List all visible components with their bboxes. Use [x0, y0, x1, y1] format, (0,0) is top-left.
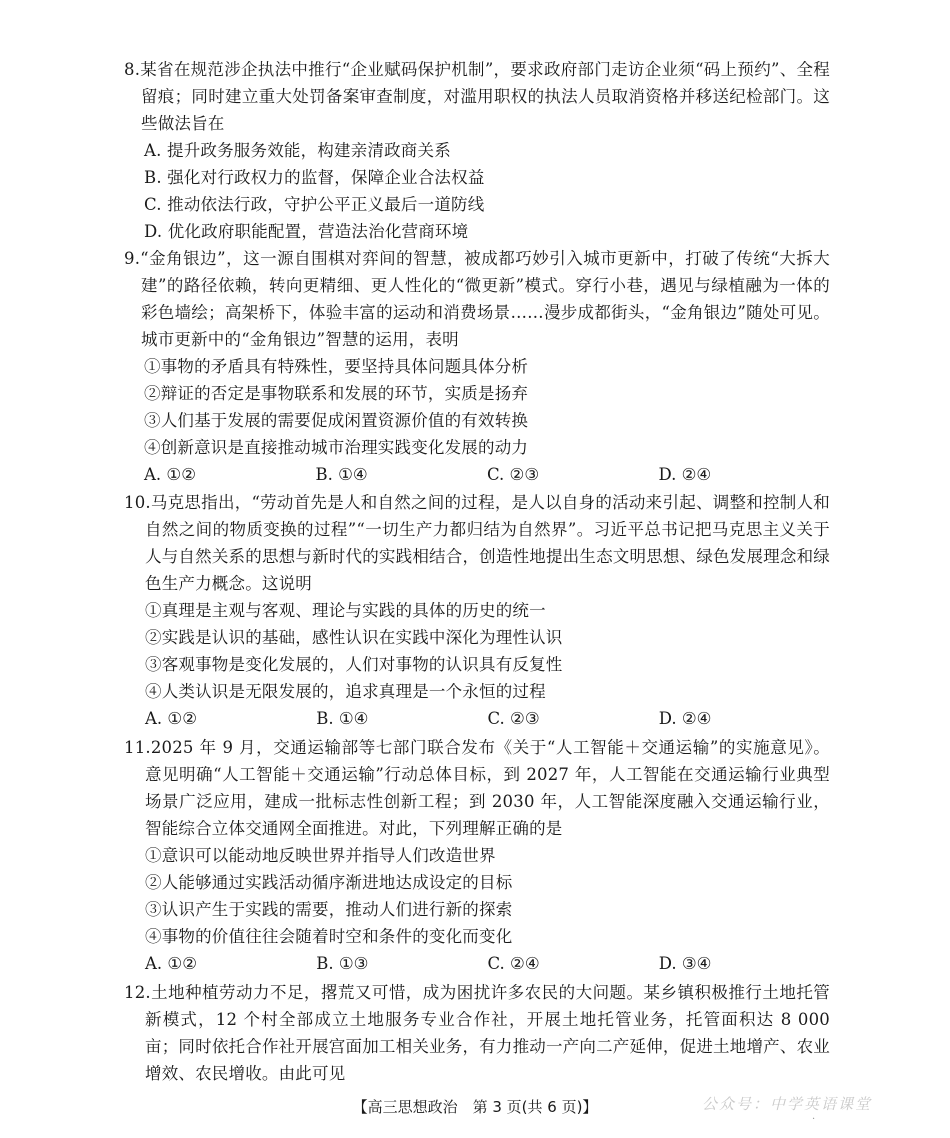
question-10-statement-3: ③客观事物是变化发展的，人们对事物的认识具有反复性	[145, 655, 563, 674]
question-10-choice-b: B. ①④	[316, 709, 369, 728]
question-9-choices	[124, 461, 830, 488]
question-11-choice-d: D. ③④	[658, 954, 712, 973]
watermark: 公众号：中学英语课堂	[702, 1095, 873, 1113]
question-10-statement-4: ④人类认识是无限发展的，追求真理是一个永恒的过程	[145, 682, 546, 701]
question-10-choices	[124, 705, 830, 732]
question-11	[124, 734, 830, 977]
question-8-option-b: B. 强化对行政权力的监督，保障企业合法权益	[144, 168, 485, 187]
page-footer: 【高三思想政治 第 3 页(共 6 页)】	[352, 1098, 598, 1116]
question-9-stem: 9.“金角银边”，这一源自围棋对弈间的智慧，被成都巧妙引入城市更新中，打破了传统“大拆大建”的路径依赖，转向更精细、更人性化的“微更新”模式。穿行小巷，遇见与绿植融为一体的彩色墙绘；高架桥下，体验丰富的运动和消费场景……漫步成都街头，“金角银边”随处可见。城市更新中的“金角银边”智慧的运用，表明	[124, 249, 830, 349]
question-8-option-d: D. 优化政府职能配置，营造法治化营商环境	[144, 222, 469, 241]
question-11-stem: 11.2025 年 9 月，交通运输部等七部门联合发布《关于“人工智能＋交通运输”的实施意见》。意见明确“人工智能＋交通运输”行动总体目标，到 2027 年，人工智能在交通运输行业典型场景广泛应用，建成一批标志性创新工程；到 2030 年，人工智能深度融入交通运输行业，智能综合立体交通网全面推进。对此，下列理解正确的是	[124, 738, 830, 838]
question-8-stem: 8.某省在规范涉企执法中推行“企业赋码保护机制”，要求政府部门走访企业须“码上预约”、全程留痕；同时建立重大处罚备案审查制度，对滥用职权的执法人员取消资格并移送纪检部门。这些做法旨在	[124, 60, 830, 133]
question-10-choice-d: D. ②④	[658, 709, 712, 728]
question-9-statement-2: ②辩证的否定是事物联系和发展的环节，实质是扬弃	[144, 384, 529, 403]
question-10-statement-1: ①真理是主观与客观、理论与实践的具体的历史的统一	[145, 601, 546, 620]
question-11-choice-c: C. ②④	[487, 954, 540, 973]
question-9-statement-1: ①事物的矛盾具有特殊性，要坚持具体问题具体分析	[144, 357, 529, 376]
question-8-option-c: C. 推动依法行政，守护公平正义最后一道防线	[144, 195, 485, 214]
question-8	[124, 56, 830, 245]
corner-mark: ·	[812, 1114, 816, 1125]
question-9-statement-4: ④创新意识是直接推动城市治理实践变化发展的动力	[144, 438, 529, 457]
question-12	[124, 979, 830, 1087]
question-11-choice-a: A. ①②	[145, 954, 197, 973]
question-10-choice-a: A. ①②	[145, 709, 197, 728]
question-9-choice-d: D. ②④	[658, 465, 712, 484]
question-12-stem: 12.土地种植劳动力不足，撂荒又可惜，成为困扰许多农民的大问题。某乡镇积极推行土地托管新模式，12 个村全部成立土地服务专业合作社，开展土地托管业务，托管面积达 8 000 亩；同时依托合作社开展宫面加工相关业务，有力推动一产向二产延伸，促进土地增产、农业增效、农民增收。由此可见	[124, 983, 830, 1083]
question-11-choices	[124, 950, 830, 977]
question-9-choice-a: A. ①②	[144, 465, 196, 484]
question-10-choice-c: C. ②③	[487, 709, 540, 728]
question-11-choice-b: B. ①③	[316, 954, 369, 973]
question-9-choice-b: B. ①④	[315, 465, 368, 484]
question-9-statement-3: ③人们基于发展的需要促成闲置资源价值的有效转换	[144, 411, 529, 430]
question-11-statement-1: ①意识可以能动地反映世界并指导人们改造世界	[145, 846, 496, 865]
question-10-stem: 10.马克思指出，“劳动首先是人和自然之间的过程，是人以自身的活动来引起、调整和控制人和自然之间的物质变换的过程”“一切生产力都归结为自然界”。习近平总书记把马克思主义关于人与自然关系的思想与新时代的实践相结合，创造性地提出生态文明思想、绿色发展理念和绿色生产力概念。这说明	[124, 493, 830, 593]
question-11-statement-2: ②人能够通过实践活动循序渐进地达成设定的目标	[145, 873, 513, 892]
question-10-statement-2: ②实践是认识的基础，感性认识在实践中深化为理性认识	[145, 628, 563, 647]
question-8-option-a: A. 提升政务服务效能，构建亲清政商关系	[144, 141, 451, 160]
question-10	[124, 489, 830, 732]
question-11-statement-4: ④事物的价值往往会随着时空和条件的变化而变化	[145, 927, 513, 946]
question-9-choice-c: C. ②③	[487, 465, 540, 484]
question-9	[124, 245, 830, 488]
question-11-statement-3: ③认识产生于实践的需要，推动人们进行新的探索	[145, 900, 513, 919]
